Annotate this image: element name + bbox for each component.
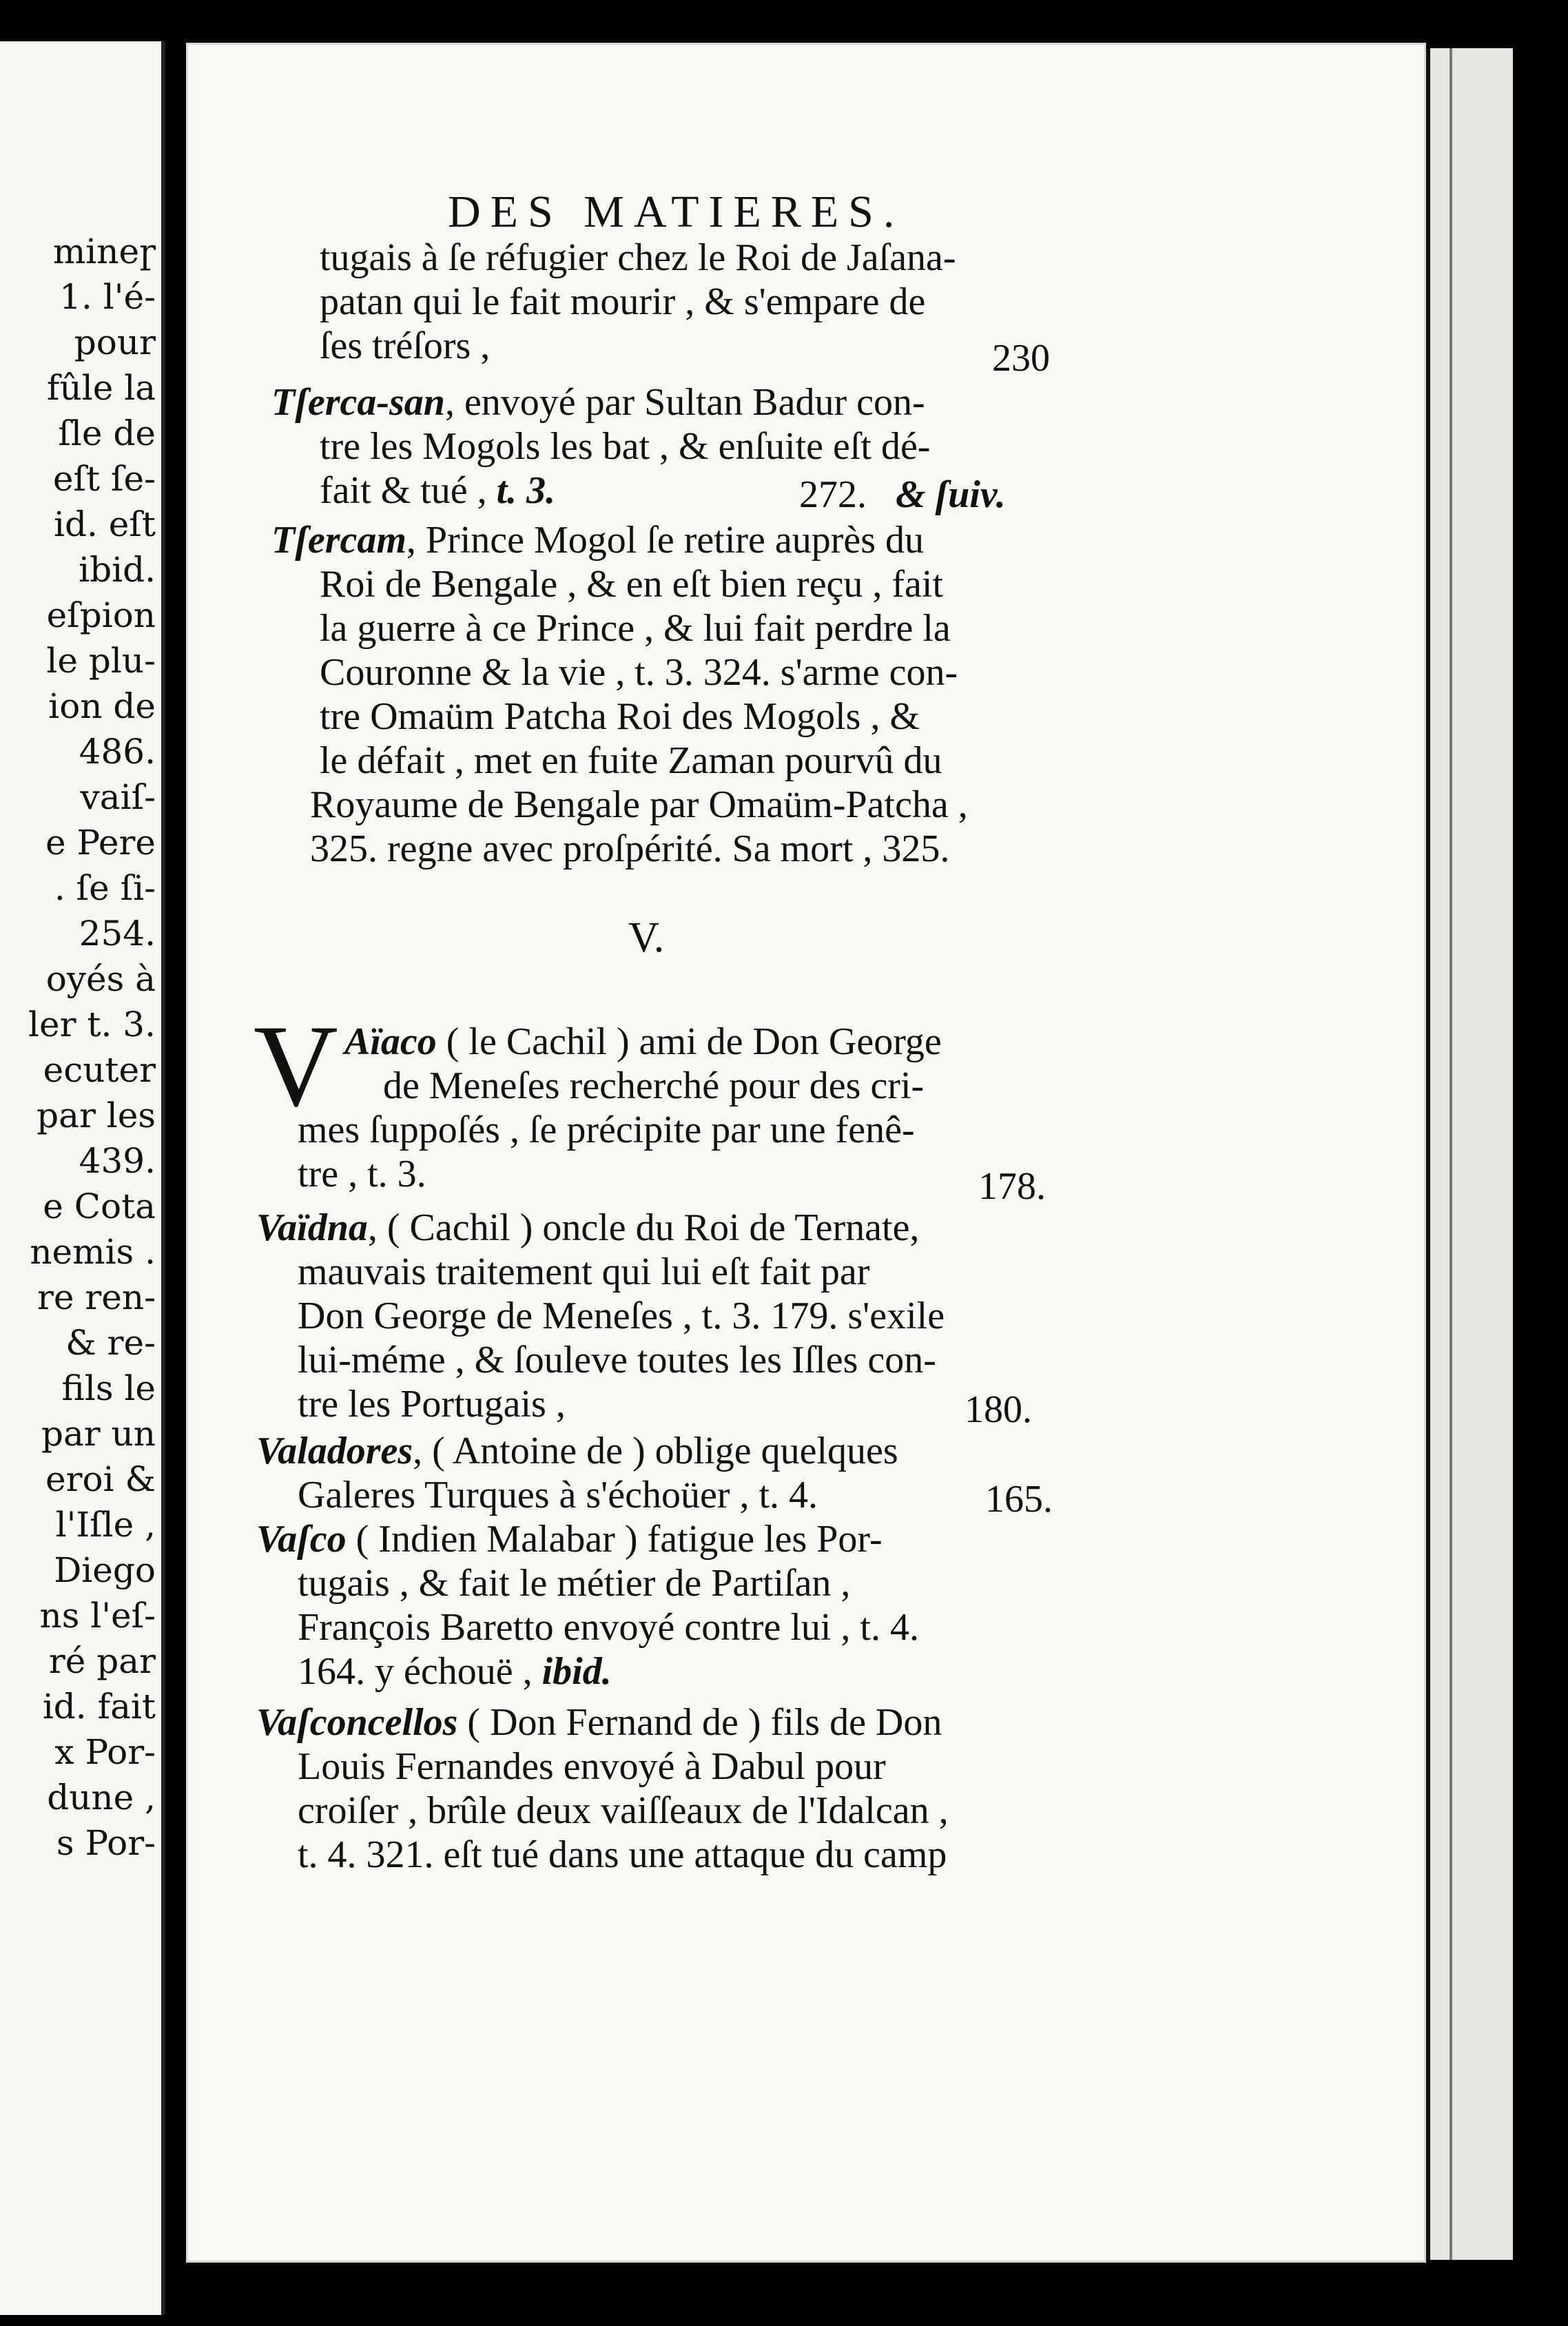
entry-text: 164. y échouë , [298, 1650, 533, 1693]
entry-text: , ( Antoine de ) oblige quelques [413, 1430, 898, 1472]
entry-line: tre Omaüm Patcha Roi des Mogols , & [320, 695, 920, 738]
left-fragment-line: l'Iſle , [55, 1505, 156, 1545]
left-fragment-line: ibid. [79, 550, 156, 590]
entry-heading-line [256, 1700, 942, 1745]
left-fragment-line: par les [37, 1095, 156, 1135]
left-fragment-line: eſt ſe- [52, 459, 156, 499]
entry-line: Galeres Turques à s'échoüer , t. 4. [298, 1474, 818, 1516]
entry-heading-line [271, 518, 924, 562]
page-reference [799, 473, 1006, 517]
entry-line: la guerre à ce Prince , & lui fait perdre la [320, 607, 951, 650]
suivantes-ref: & ſuiv. [896, 473, 1006, 516]
entry-headword: Valadores [256, 1430, 413, 1472]
left-fragment-line: 439. [79, 1141, 156, 1181]
page-reference: 165. [985, 1478, 1053, 1521]
entry-heading-line [256, 1429, 898, 1473]
entry-line: ſes tréſors , [320, 325, 491, 367]
left-fragment-line: re ren- [37, 1277, 156, 1317]
left-fragment-line: 486. [79, 732, 156, 772]
entry-headword: Vaſco [256, 1518, 347, 1561]
entry-text: ( le Cachil ) ami de Don George [446, 1020, 942, 1063]
page-reference: 180. [964, 1388, 1032, 1431]
entry-line: tre les Mogols les bat , & enſuite eſt dé- [320, 425, 931, 468]
tome-ref: t. 3. [496, 469, 556, 512]
left-fragment-line: oyés à [45, 959, 156, 999]
entry-line: de Meneſes recherché pour des cri- [383, 1064, 925, 1107]
left-fragment-line: & re- [65, 1323, 156, 1363]
entry-line: Louis Fernandes envoyé à Dabul pour [298, 1745, 886, 1788]
left-fragment-line: e Pere [45, 823, 156, 863]
entry-headword: Aïaco [344, 1020, 437, 1063]
entry-line: tugais , & fait le métier de Partiſan , [298, 1562, 851, 1605]
left-fragment-line: . ſe ſi- [54, 868, 156, 908]
left-fragment-line: pour [74, 322, 156, 362]
entry-line [298, 1649, 612, 1694]
left-fragment-line: ré par [48, 1641, 156, 1681]
entry-heading-line [271, 380, 925, 424]
previous-page-fragment [0, 41, 165, 2315]
entry-line: croiſer , brûle deux vaiſſeaux de l'Idalcan , [298, 1789, 949, 1832]
entry-line: Roi de Bengale , & en eſt bien reçu , fait [320, 563, 944, 606]
left-fragment-line: e Cota [43, 1186, 156, 1226]
entry-text: , Prince Mogol ſe retire auprès du [406, 519, 925, 562]
section-letter: V. [628, 914, 665, 961]
left-fragment-line: 254. [79, 914, 156, 954]
drop-cap: V [254, 1001, 338, 1131]
entry-heading-line [256, 1517, 883, 1561]
entry-line: 325. regne avec proſpérité. Sa mort , 325. [310, 827, 950, 870]
left-fragment-line: ler t. 3. [28, 1005, 156, 1044]
entry-line: mauvais traitement qui lui eſt fait par [298, 1251, 870, 1293]
entry-headword: Vaſconcellos [256, 1701, 458, 1744]
entry-line: François Baretto envoyé contre lui , t. 4. [298, 1606, 919, 1649]
entry-line: Don George de Meneſes , t. 3. 179. s'exile [298, 1295, 945, 1337]
entry-line: patan qui le fait mourir , & s'empare de [320, 280, 926, 323]
left-fragment-line: 1. l'é- [59, 277, 156, 317]
left-fragment-line: fûle la [47, 368, 156, 408]
left-fragment-line: Diego [54, 1550, 156, 1590]
entry-line: le défait , met en fuite Zaman pourvû du [320, 739, 942, 782]
left-fragment-line: vaiſ- [80, 777, 156, 817]
entry-line: tre , t. 3. [298, 1153, 426, 1195]
entry-line: lui-méme , & ſouleve toutes les Iſles con- [298, 1339, 936, 1381]
entry-text: fait & tué , [320, 469, 487, 512]
left-fragment-line: ſle de [58, 413, 156, 453]
left-fragment-line: id. fait [42, 1687, 156, 1727]
entry-text: ( Indien Malabar ) fatigue les Por- [355, 1518, 883, 1561]
page-number: 272. [799, 473, 867, 516]
left-fragment-line: x Por- [54, 1732, 156, 1772]
ibid-ref: ibid. [541, 1650, 612, 1693]
left-fragment-line: eroi & [45, 1459, 156, 1499]
entry-heading-line [256, 1206, 919, 1250]
entry-text: , envoyé par Sultan Badur con- [444, 381, 925, 424]
page-reference: 230 [992, 337, 1050, 380]
left-fragment-line: par un [41, 1414, 156, 1454]
next-page-edge [1426, 48, 1513, 2260]
entry-line: t. 4. 321. eſt tué dans une attaque du camp [298, 1833, 947, 1876]
left-fragment-line: nemis . [30, 1232, 156, 1272]
left-fragment-line: eſpion [46, 595, 156, 635]
left-fragment-line: mineɼ [52, 231, 156, 271]
left-fragment-line: le plu- [46, 641, 156, 681]
entry-text: ( Don Fernand de ) fils de Don [467, 1701, 942, 1744]
entry-text: , ( Cachil ) oncle du Roi de Ternate, [367, 1206, 920, 1249]
page-reference: 178. [978, 1165, 1046, 1208]
entry-line: Couronne & la vie , t. 3. 324. s'arme con- [320, 651, 958, 694]
entry-headword: Tſerca-san [271, 381, 445, 424]
left-fragment-line: id. eſt [54, 504, 156, 544]
entry-headword: Tſercam [271, 519, 406, 562]
running-head: DES MATIERES. [448, 187, 905, 237]
left-fragment-line: s Por- [56, 1823, 156, 1863]
left-fragment-line: ion de [48, 686, 156, 726]
page-edge-line [1450, 48, 1452, 2260]
entry-line [320, 469, 555, 513]
entry-line: mes ſuppoſés , ſe précipite par une fenê- [298, 1109, 915, 1151]
entry-line: Royaume de Bengale par Omaüm-Patcha , [310, 783, 968, 826]
entry-headword: Vaïdna [256, 1206, 368, 1249]
left-fragment-line: fils le [61, 1368, 156, 1408]
entry-line: tugais à ſe réfugier chez le Roi de Jaſana- [320, 236, 956, 279]
entry-heading-line [344, 1020, 942, 1064]
left-fragment-line: dune , [47, 1778, 156, 1818]
left-fragment-line: ecuter [43, 1050, 156, 1090]
entry-line: tre les Portugais , [298, 1383, 566, 1426]
left-fragment-line: ns l'eſ- [39, 1596, 156, 1636]
